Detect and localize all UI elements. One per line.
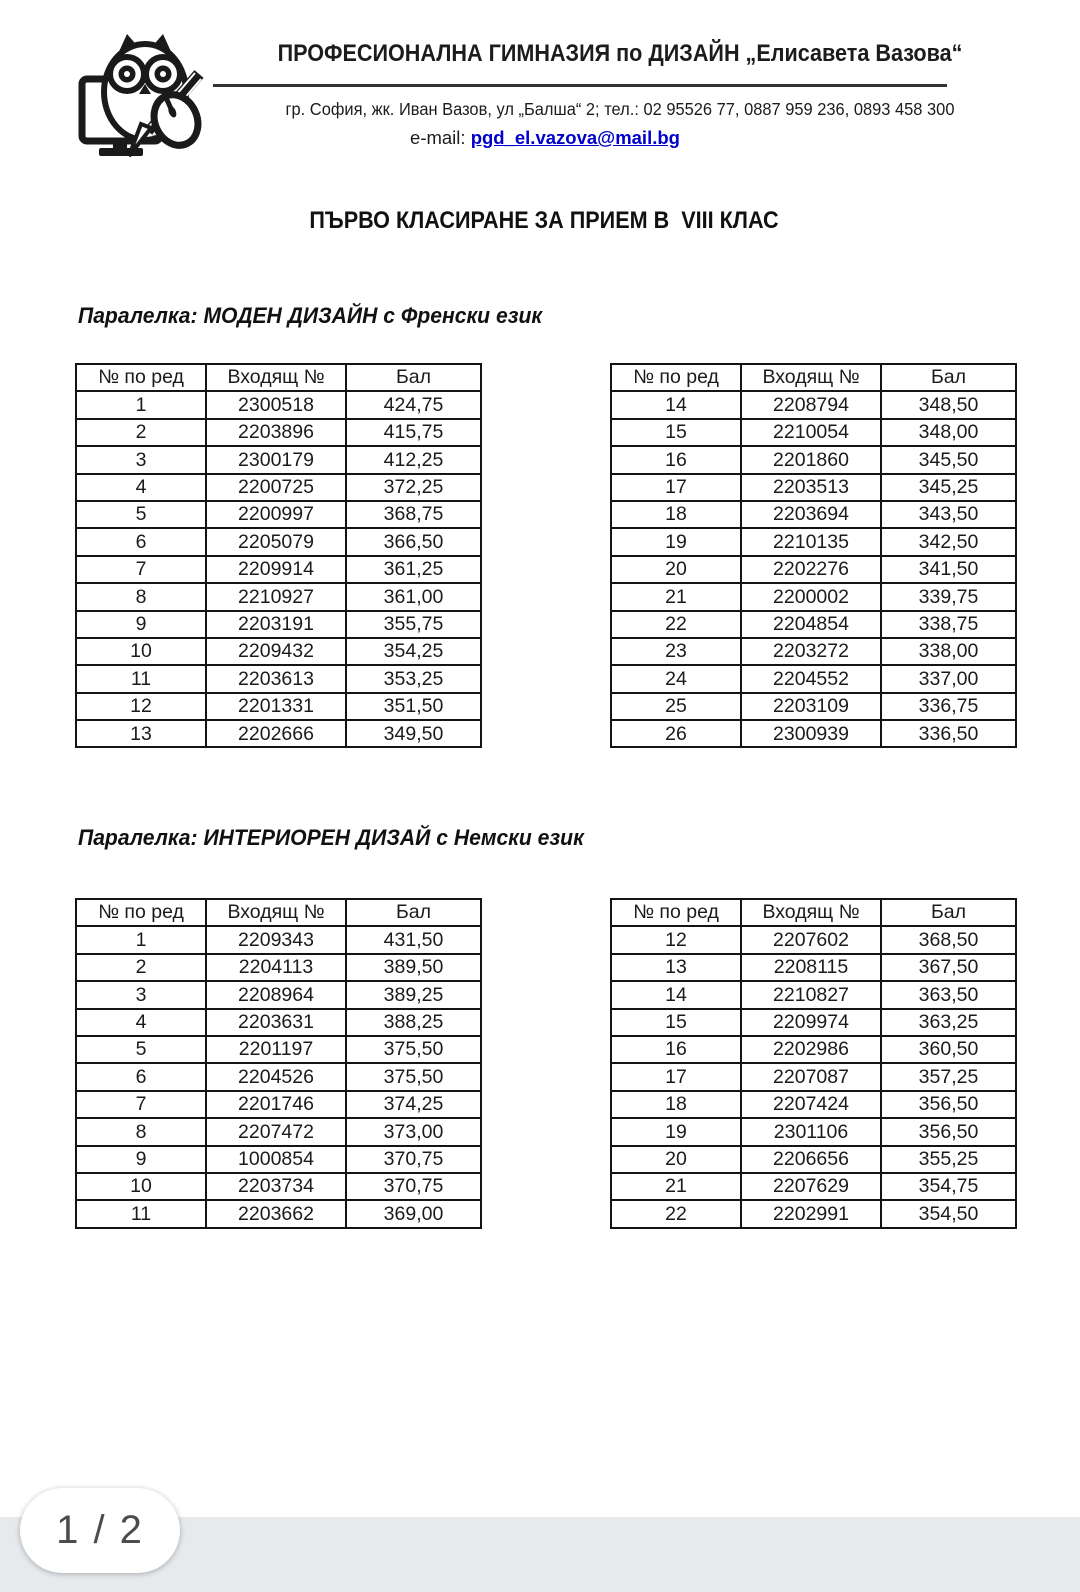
column-header: № по ред — [611, 364, 741, 391]
cell: 349,50 — [346, 720, 481, 747]
cell: 343,50 — [881, 501, 1016, 528]
cell: 355,25 — [881, 1146, 1016, 1173]
table-row — [611, 1173, 1016, 1200]
cell: 2200002 — [741, 583, 881, 610]
table-row — [76, 446, 481, 473]
cell: 9 — [76, 1146, 206, 1173]
table-row — [611, 474, 1016, 501]
cell: 367,50 — [881, 954, 1016, 981]
cell: 10 — [76, 638, 206, 665]
email-line — [0, 127, 1080, 149]
table-row — [76, 720, 481, 747]
cell: 2201197 — [206, 1036, 346, 1063]
header-row — [76, 899, 481, 926]
cell: 2207424 — [741, 1091, 881, 1118]
cell: 20 — [611, 1146, 741, 1173]
cell: 7 — [76, 1091, 206, 1118]
column-header: Входящ № — [206, 899, 346, 926]
cell: 2201860 — [741, 446, 881, 473]
page-indicator — [20, 1488, 180, 1573]
cell: 14 — [611, 981, 741, 1008]
cell: 424,75 — [346, 391, 481, 418]
table-row — [76, 638, 481, 665]
cell: 8 — [76, 583, 206, 610]
cell: 355,75 — [346, 611, 481, 638]
cell: 4 — [76, 474, 206, 501]
cell: 12 — [76, 693, 206, 720]
cell: 341,50 — [881, 556, 1016, 583]
table-row — [611, 391, 1016, 418]
cell: 2209432 — [206, 638, 346, 665]
table-row — [611, 638, 1016, 665]
table-row — [76, 528, 481, 555]
cell: 2300518 — [206, 391, 346, 418]
cell: 26 — [611, 720, 741, 747]
cell: 368,50 — [881, 926, 1016, 953]
cell: 17 — [611, 474, 741, 501]
table-row — [76, 1118, 481, 1145]
column-header: Бал — [881, 899, 1016, 926]
cell: 2204113 — [206, 954, 346, 981]
cell: 2207602 — [741, 926, 881, 953]
cell: 19 — [611, 528, 741, 555]
table-row — [76, 926, 481, 953]
cell: 370,75 — [346, 1146, 481, 1173]
cell: 9 — [76, 611, 206, 638]
cell: 16 — [611, 446, 741, 473]
cell: 345,25 — [881, 474, 1016, 501]
cell: 24 — [611, 665, 741, 692]
cell: 2202991 — [741, 1200, 881, 1227]
cell: 3 — [76, 446, 206, 473]
cell: 338,00 — [881, 638, 1016, 665]
cell: 2203896 — [206, 419, 346, 446]
table-row — [611, 611, 1016, 638]
cell: 13 — [76, 720, 206, 747]
cell: 18 — [611, 501, 741, 528]
cell: 4 — [76, 1009, 206, 1036]
column-header: Входящ № — [741, 899, 881, 926]
cell: 2200725 — [206, 474, 346, 501]
cell: 2209914 — [206, 556, 346, 583]
table-row — [611, 954, 1016, 981]
cell: 12 — [611, 926, 741, 953]
cell: 354,75 — [881, 1173, 1016, 1200]
cell: 15 — [611, 1009, 741, 1036]
column-header: Входящ № — [206, 364, 346, 391]
page-indicator-label: 1 / 2 — [56, 1508, 144, 1552]
cell: 2207087 — [741, 1063, 881, 1090]
table-row — [611, 926, 1016, 953]
cell: 2300939 — [741, 720, 881, 747]
cell: 22 — [611, 1200, 741, 1227]
cell: 2207629 — [741, 1173, 881, 1200]
cell: 2202276 — [741, 556, 881, 583]
cell: 8 — [76, 1118, 206, 1145]
header-row — [611, 364, 1016, 391]
table-row — [611, 1200, 1016, 1227]
table-row — [76, 1146, 481, 1173]
cell: 348,50 — [881, 391, 1016, 418]
table-row — [76, 1036, 481, 1063]
table-row — [611, 693, 1016, 720]
column-header: Входящ № — [741, 364, 881, 391]
cell: 2 — [76, 419, 206, 446]
cell: 366,50 — [346, 528, 481, 555]
cell: 351,50 — [346, 693, 481, 720]
table-row — [76, 981, 481, 1008]
table-row — [611, 446, 1016, 473]
email-link[interactable]: pgd_el.vazova@mail.bg — [470, 127, 680, 148]
cell: 15 — [611, 419, 741, 446]
cell: 338,75 — [881, 611, 1016, 638]
cell: 21 — [611, 583, 741, 610]
ranking-table-section1-right — [610, 363, 1017, 748]
cell: 356,50 — [881, 1091, 1016, 1118]
cell: 363,50 — [881, 981, 1016, 1008]
cell: 25 — [611, 693, 741, 720]
cell: 336,75 — [881, 693, 1016, 720]
table-row — [76, 419, 481, 446]
cell: 2203694 — [741, 501, 881, 528]
header-row — [611, 899, 1016, 926]
cell: 373,00 — [346, 1118, 481, 1145]
cell: 2208964 — [206, 981, 346, 1008]
column-header: № по ред — [76, 364, 206, 391]
cell: 2 — [76, 954, 206, 981]
table-row — [76, 1200, 481, 1227]
cell: 2201331 — [206, 693, 346, 720]
cell: 339,75 — [881, 583, 1016, 610]
table-row — [611, 665, 1016, 692]
column-header: № по ред — [76, 899, 206, 926]
cell: 20 — [611, 556, 741, 583]
cell: 2203513 — [741, 474, 881, 501]
cell: 354,25 — [346, 638, 481, 665]
table-row — [76, 391, 481, 418]
cell: 375,50 — [346, 1063, 481, 1090]
column-header: Бал — [346, 364, 481, 391]
table-row — [76, 1173, 481, 1200]
cell: 2209974 — [741, 1009, 881, 1036]
cell: 2202666 — [206, 720, 346, 747]
cell: 2200997 — [206, 501, 346, 528]
cell: 5 — [76, 1036, 206, 1063]
table-row — [611, 1118, 1016, 1145]
table-row — [611, 556, 1016, 583]
column-header: Бал — [346, 899, 481, 926]
cell: 2203109 — [741, 693, 881, 720]
cell: 369,00 — [346, 1200, 481, 1227]
cell: 2210827 — [741, 981, 881, 1008]
cell: 2210135 — [741, 528, 881, 555]
cell: 2201746 — [206, 1091, 346, 1118]
cell: 415,75 — [346, 419, 481, 446]
table-row — [76, 583, 481, 610]
cell: 6 — [76, 1063, 206, 1090]
cell: 2208794 — [741, 391, 881, 418]
header-row — [76, 364, 481, 391]
cell: 360,50 — [881, 1036, 1016, 1063]
table-row — [76, 556, 481, 583]
cell: 342,50 — [881, 528, 1016, 555]
school-address: гр. София, жк. Иван Вазов, ул „Балша“ 2; тел.: 02 95526 77, 0887 959 236, 0893 458 300 — [285, 99, 955, 119]
cell: 374,25 — [346, 1091, 481, 1118]
cell: 368,75 — [346, 501, 481, 528]
cell: 13 — [611, 954, 741, 981]
table-row — [611, 981, 1016, 1008]
cell: 11 — [76, 665, 206, 692]
cell: 357,25 — [881, 1063, 1016, 1090]
cell: 431,50 — [346, 926, 481, 953]
cell: 2301106 — [741, 1118, 881, 1145]
table-row — [611, 419, 1016, 446]
ranking-table-section2-right — [610, 898, 1017, 1229]
cell: 2300179 — [206, 446, 346, 473]
table-row — [611, 1009, 1016, 1036]
table-row — [611, 720, 1016, 747]
cell: 363,25 — [881, 1009, 1016, 1036]
cell: 372,25 — [346, 474, 481, 501]
cell: 7 — [76, 556, 206, 583]
cell: 2204854 — [741, 611, 881, 638]
column-header: Бал — [881, 364, 1016, 391]
cell: 2206656 — [741, 1146, 881, 1173]
table-row — [76, 501, 481, 528]
document-title: ПЪРВО КЛАСИРАНЕ ЗА ПРИЕМ В VIII КЛАС — [309, 207, 779, 234]
cell: 2204552 — [741, 665, 881, 692]
cell: 2210927 — [206, 583, 346, 610]
table-row — [76, 474, 481, 501]
cell: 2202986 — [741, 1036, 881, 1063]
table-row — [611, 1091, 1016, 1118]
cell: 19 — [611, 1118, 741, 1145]
cell: 2210054 — [741, 419, 881, 446]
cell: 5 — [76, 501, 206, 528]
table-row — [76, 611, 481, 638]
cell: 389,25 — [346, 981, 481, 1008]
cell: 11 — [76, 1200, 206, 1227]
table-row — [76, 693, 481, 720]
cell: 389,50 — [346, 954, 481, 981]
cell: 375,50 — [346, 1036, 481, 1063]
cell: 348,00 — [881, 419, 1016, 446]
cell: 23 — [611, 638, 741, 665]
cell: 2209343 — [206, 926, 346, 953]
table-row — [76, 1063, 481, 1090]
table-row — [611, 1146, 1016, 1173]
cell: 412,25 — [346, 446, 481, 473]
table-row — [611, 1063, 1016, 1090]
cell: 388,25 — [346, 1009, 481, 1036]
cell: 345,50 — [881, 446, 1016, 473]
ranking-table-section2-left — [75, 898, 482, 1229]
cell: 353,25 — [346, 665, 481, 692]
cell: 2203613 — [206, 665, 346, 692]
section-heading-interioren-dizay: Паралелка: ИНТЕРИОРЕН ДИЗАЙ с Немски език — [78, 825, 584, 850]
section-heading-moden-dizayn: Паралелка: МОДЕН ДИЗАЙН с Френски език — [78, 303, 543, 328]
cell: 3 — [76, 981, 206, 1008]
table-row — [76, 1009, 481, 1036]
school-name: ПРОФЕСИОНАЛНА ГИМНАЗИЯ по ДИЗАЙН „Елисавета Вазова“ — [277, 40, 963, 67]
cell: 370,75 — [346, 1173, 481, 1200]
ranking-table-section1-left — [75, 363, 482, 748]
cell: 18 — [611, 1091, 741, 1118]
cell: 356,50 — [881, 1118, 1016, 1145]
cell: 17 — [611, 1063, 741, 1090]
cell: 6 — [76, 528, 206, 555]
cell: 2203272 — [741, 638, 881, 665]
cell: 2203734 — [206, 1173, 346, 1200]
cell: 337,00 — [881, 665, 1016, 692]
column-header: № по ред — [611, 899, 741, 926]
cell: 2204526 — [206, 1063, 346, 1090]
table-row — [76, 954, 481, 981]
cell: 10 — [76, 1173, 206, 1200]
table-row — [611, 528, 1016, 555]
cell: 361,25 — [346, 556, 481, 583]
table-row — [611, 501, 1016, 528]
cell: 16 — [611, 1036, 741, 1063]
cell: 354,50 — [881, 1200, 1016, 1227]
table-row — [611, 1036, 1016, 1063]
cell: 361,00 — [346, 583, 481, 610]
cell: 2207472 — [206, 1118, 346, 1145]
cell: 2205079 — [206, 528, 346, 555]
header-divider — [213, 84, 947, 87]
cell: 14 — [611, 391, 741, 418]
cell: 1 — [76, 391, 206, 418]
cell: 22 — [611, 611, 741, 638]
cell: 21 — [611, 1173, 741, 1200]
cell: 2208115 — [741, 954, 881, 981]
cell: 1000854 — [206, 1146, 346, 1173]
cell: 1 — [76, 926, 206, 953]
cell: 2203191 — [206, 611, 346, 638]
email-label: e-mail: — [410, 127, 471, 148]
cell: 2203662 — [206, 1200, 346, 1227]
cell: 2203631 — [206, 1009, 346, 1036]
table-row — [611, 583, 1016, 610]
table-row — [76, 665, 481, 692]
cell: 336,50 — [881, 720, 1016, 747]
table-row — [76, 1091, 481, 1118]
